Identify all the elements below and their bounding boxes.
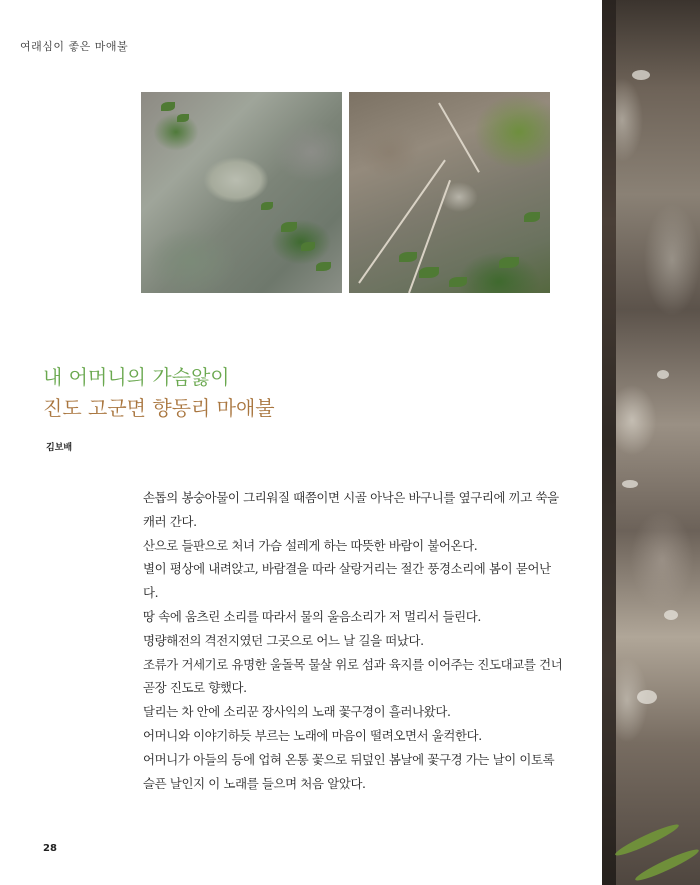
grass-leaf xyxy=(633,846,700,885)
paragraph: 별이 평상에 내려앉고, 바람결을 따라 살랑거리는 절간 풍경소리에 봄이 묻어난다. xyxy=(143,561,551,601)
camellia-leaf xyxy=(419,267,439,278)
paragraph: 땅 속에 움츠린 소리를 따라서 물의 울음소리가 저 멀리서 들린다. xyxy=(143,608,481,624)
paragraph: 달리는 차 안에 소리꾼 장사익의 노래 꽃구경이 흘러나왔다. xyxy=(143,704,451,720)
camellia-leaf xyxy=(499,257,519,268)
title-line-1: 내 어머니의 가슴앓이 xyxy=(43,365,230,389)
author-name: 김보배 xyxy=(46,443,73,453)
article-title xyxy=(43,362,275,424)
camellia-leaf xyxy=(449,277,467,287)
lichen-spot xyxy=(622,480,638,488)
title-line-2: 진도 고군면 향동리 마애불 xyxy=(43,396,275,420)
lichen-spot xyxy=(664,610,678,620)
rock-crack xyxy=(602,0,616,885)
running-head: 여래심이 좋은 마애불 xyxy=(20,40,129,53)
paragraph: 명량해전의 격전지였던 그곳으로 어느 날 길을 떠났다. xyxy=(143,632,424,648)
paragraph: 손톱의 봉숭아물이 그리워질 때쯤이면 시골 아낙은 바구니를 옆구리에 끼고 쑥을 캐러 간다. xyxy=(143,490,559,529)
vine-leaf xyxy=(161,102,175,111)
camellia-leaf xyxy=(524,212,540,222)
rock-side-photo xyxy=(602,0,700,885)
vine-leaf xyxy=(177,114,189,122)
article-body xyxy=(143,486,563,795)
vine-leaf xyxy=(316,262,331,271)
vine-leaf xyxy=(301,242,315,251)
page-number: 28 xyxy=(43,843,57,854)
lichen-spot xyxy=(657,370,669,379)
rock-vines-photo xyxy=(349,92,550,293)
grass-leaf xyxy=(613,821,681,860)
paragraph: 산으로 들판으로 처녀 가슴 설레게 하는 따뜻한 바람이 불어온다. xyxy=(143,537,478,553)
vine-leaf xyxy=(281,222,297,232)
camellia-leaf xyxy=(399,252,417,262)
paragraph: 어머니와 이야기하듯 부르는 노래에 마음이 떨려오면서 울컥한다. xyxy=(143,727,482,743)
rock-carving-photo xyxy=(141,92,342,293)
vine-leaf xyxy=(261,202,273,210)
lichen-spot xyxy=(637,690,657,704)
paragraph: 조류가 거세기로 유명한 울돌목 물살 위로 섬과 육지를 이어주는 진도대교를 건너 곧장 진도로 향했다. xyxy=(143,656,563,696)
paragraph: 어머니가 아들의 등에 업혀 온통 꽃으로 뒤덮인 봄날에 꽃구경 가는 날이 이토록 슬픈 날인지 이 노래를 들으며 처음 알았다. xyxy=(143,751,555,791)
lichen-spot xyxy=(632,70,650,80)
